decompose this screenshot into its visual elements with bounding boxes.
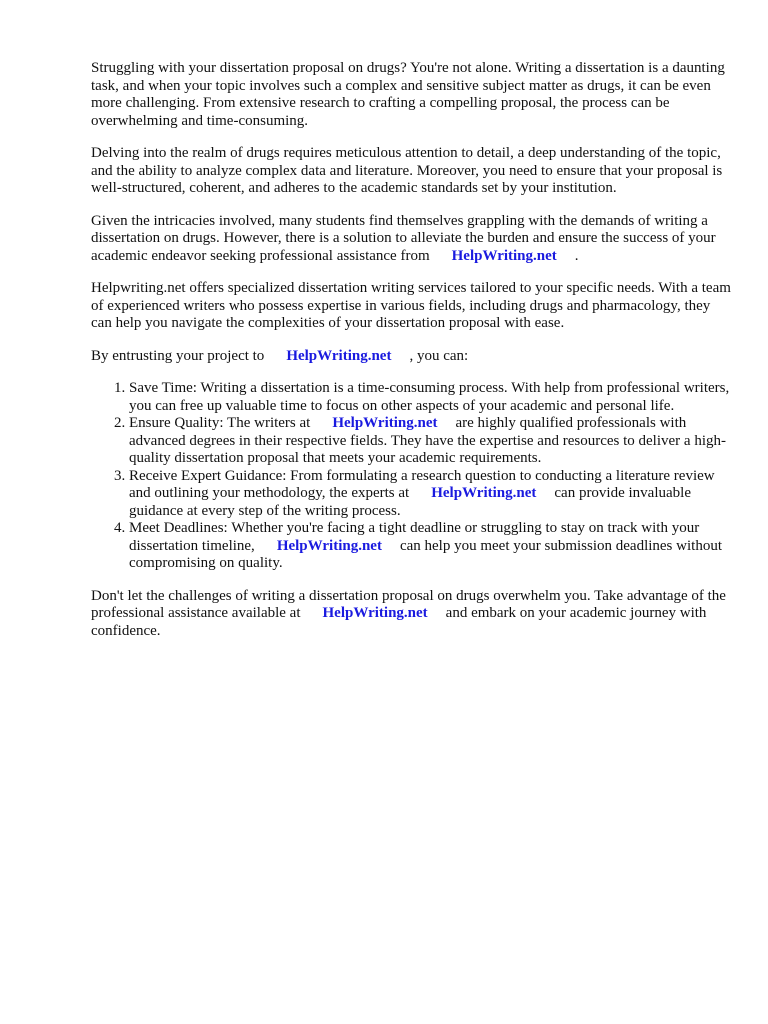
solution-paragraph — [91, 213, 731, 266]
helpwriting-link[interactable]: HelpWriting.net — [332, 415, 438, 431]
list-item-text: Ensure Quality: The writers at — [129, 415, 311, 431]
list-item-text-after: can help you meet your submission deadlines without compromising on quality. — [129, 537, 722, 571]
entrust-text: By entrusting your project to — [91, 347, 265, 364]
benefits-list — [91, 380, 731, 573]
list-item — [129, 415, 731, 468]
list-item — [129, 468, 731, 521]
solution-end: . — [574, 247, 579, 264]
list-item-text: Receive Expert Guidance: From formulating a research question to conducting a literature review and outlining your methodology, the experts at — [129, 467, 715, 501]
list-item — [129, 380, 731, 415]
closing-paragraph — [91, 588, 731, 641]
list-item-text-after: are highly qualified professionals with advanced degrees in their respective fields. They have the expertise and resources to deliver a high-quality dissertation proposal that meets your academic requirements. — [129, 415, 726, 466]
list-item-text: Save Time: Writing a dissertation is a time-consuming process. With help from professional writers, you can free up valuable time to focus on other aspects of your academic and personal life. — [129, 380, 730, 414]
helpwriting-link[interactable]: HelpWriting.net — [322, 605, 428, 621]
closing-text: Don't let the challenges of writing a dissertation proposal on drugs overwhelm you. Take advantage of the professional assistance available at — [91, 587, 726, 621]
list-item-text-after: can provide invaluable guidance at every step of the writing process. — [129, 485, 691, 519]
helpwriting-link[interactable]: HelpWriting.net — [286, 347, 392, 364]
topic-paragraph: Delving into the realm of drugs requires meticulous attention to detail, a deep understanding of the topic, and the ability to analyze complex data and literature. Moreover, you need to ensure that your proposal is well-structured, coherent, and adheres to the academic standards set by your institution. — [91, 145, 723, 196]
entrust-end: , you can: — [409, 347, 469, 364]
intro-paragraph: Struggling with your dissertation proposal on drugs? You're not alone. Writing a dissertation is a daunting task, and when your topic involves such a complex and sensitive subject matter as drugs, it can be even more challenging. From extensive research to crafting a compelling proposal, the process can be overwhelming and time-consuming. — [91, 60, 725, 129]
document-body — [91, 60, 731, 655]
helpwriting-link[interactable]: HelpWriting.net — [276, 537, 382, 554]
helpwriting-link[interactable]: HelpWriting.net — [431, 485, 537, 501]
closing-end: and embark on your academic journey with confidence. — [91, 605, 707, 639]
list-item — [129, 520, 731, 573]
service-paragraph: Helpwriting.net offers specialized dissertation writing services tailored to your specific needs. With a team of experienced writers who possess expertise in various fields, including drugs and pharmacology, they can help you navigate the complexities of your dissertation proposal with ease. — [91, 280, 731, 331]
entrust-paragraph — [91, 348, 731, 366]
helpwriting-link[interactable]: HelpWriting.net — [451, 247, 557, 264]
list-item-text: Meet Deadlines: Whether you're facing a tight deadline or struggling to stay on track with your dissertation timeline, — [129, 520, 700, 554]
solution-text: Given the intricacies involved, many students find themselves grappling with the demands of writing a dissertation on drugs. However, there is a solution to alleviate the burden and ensure the success of your academic endeavor seeking professional assistance from — [91, 212, 716, 264]
